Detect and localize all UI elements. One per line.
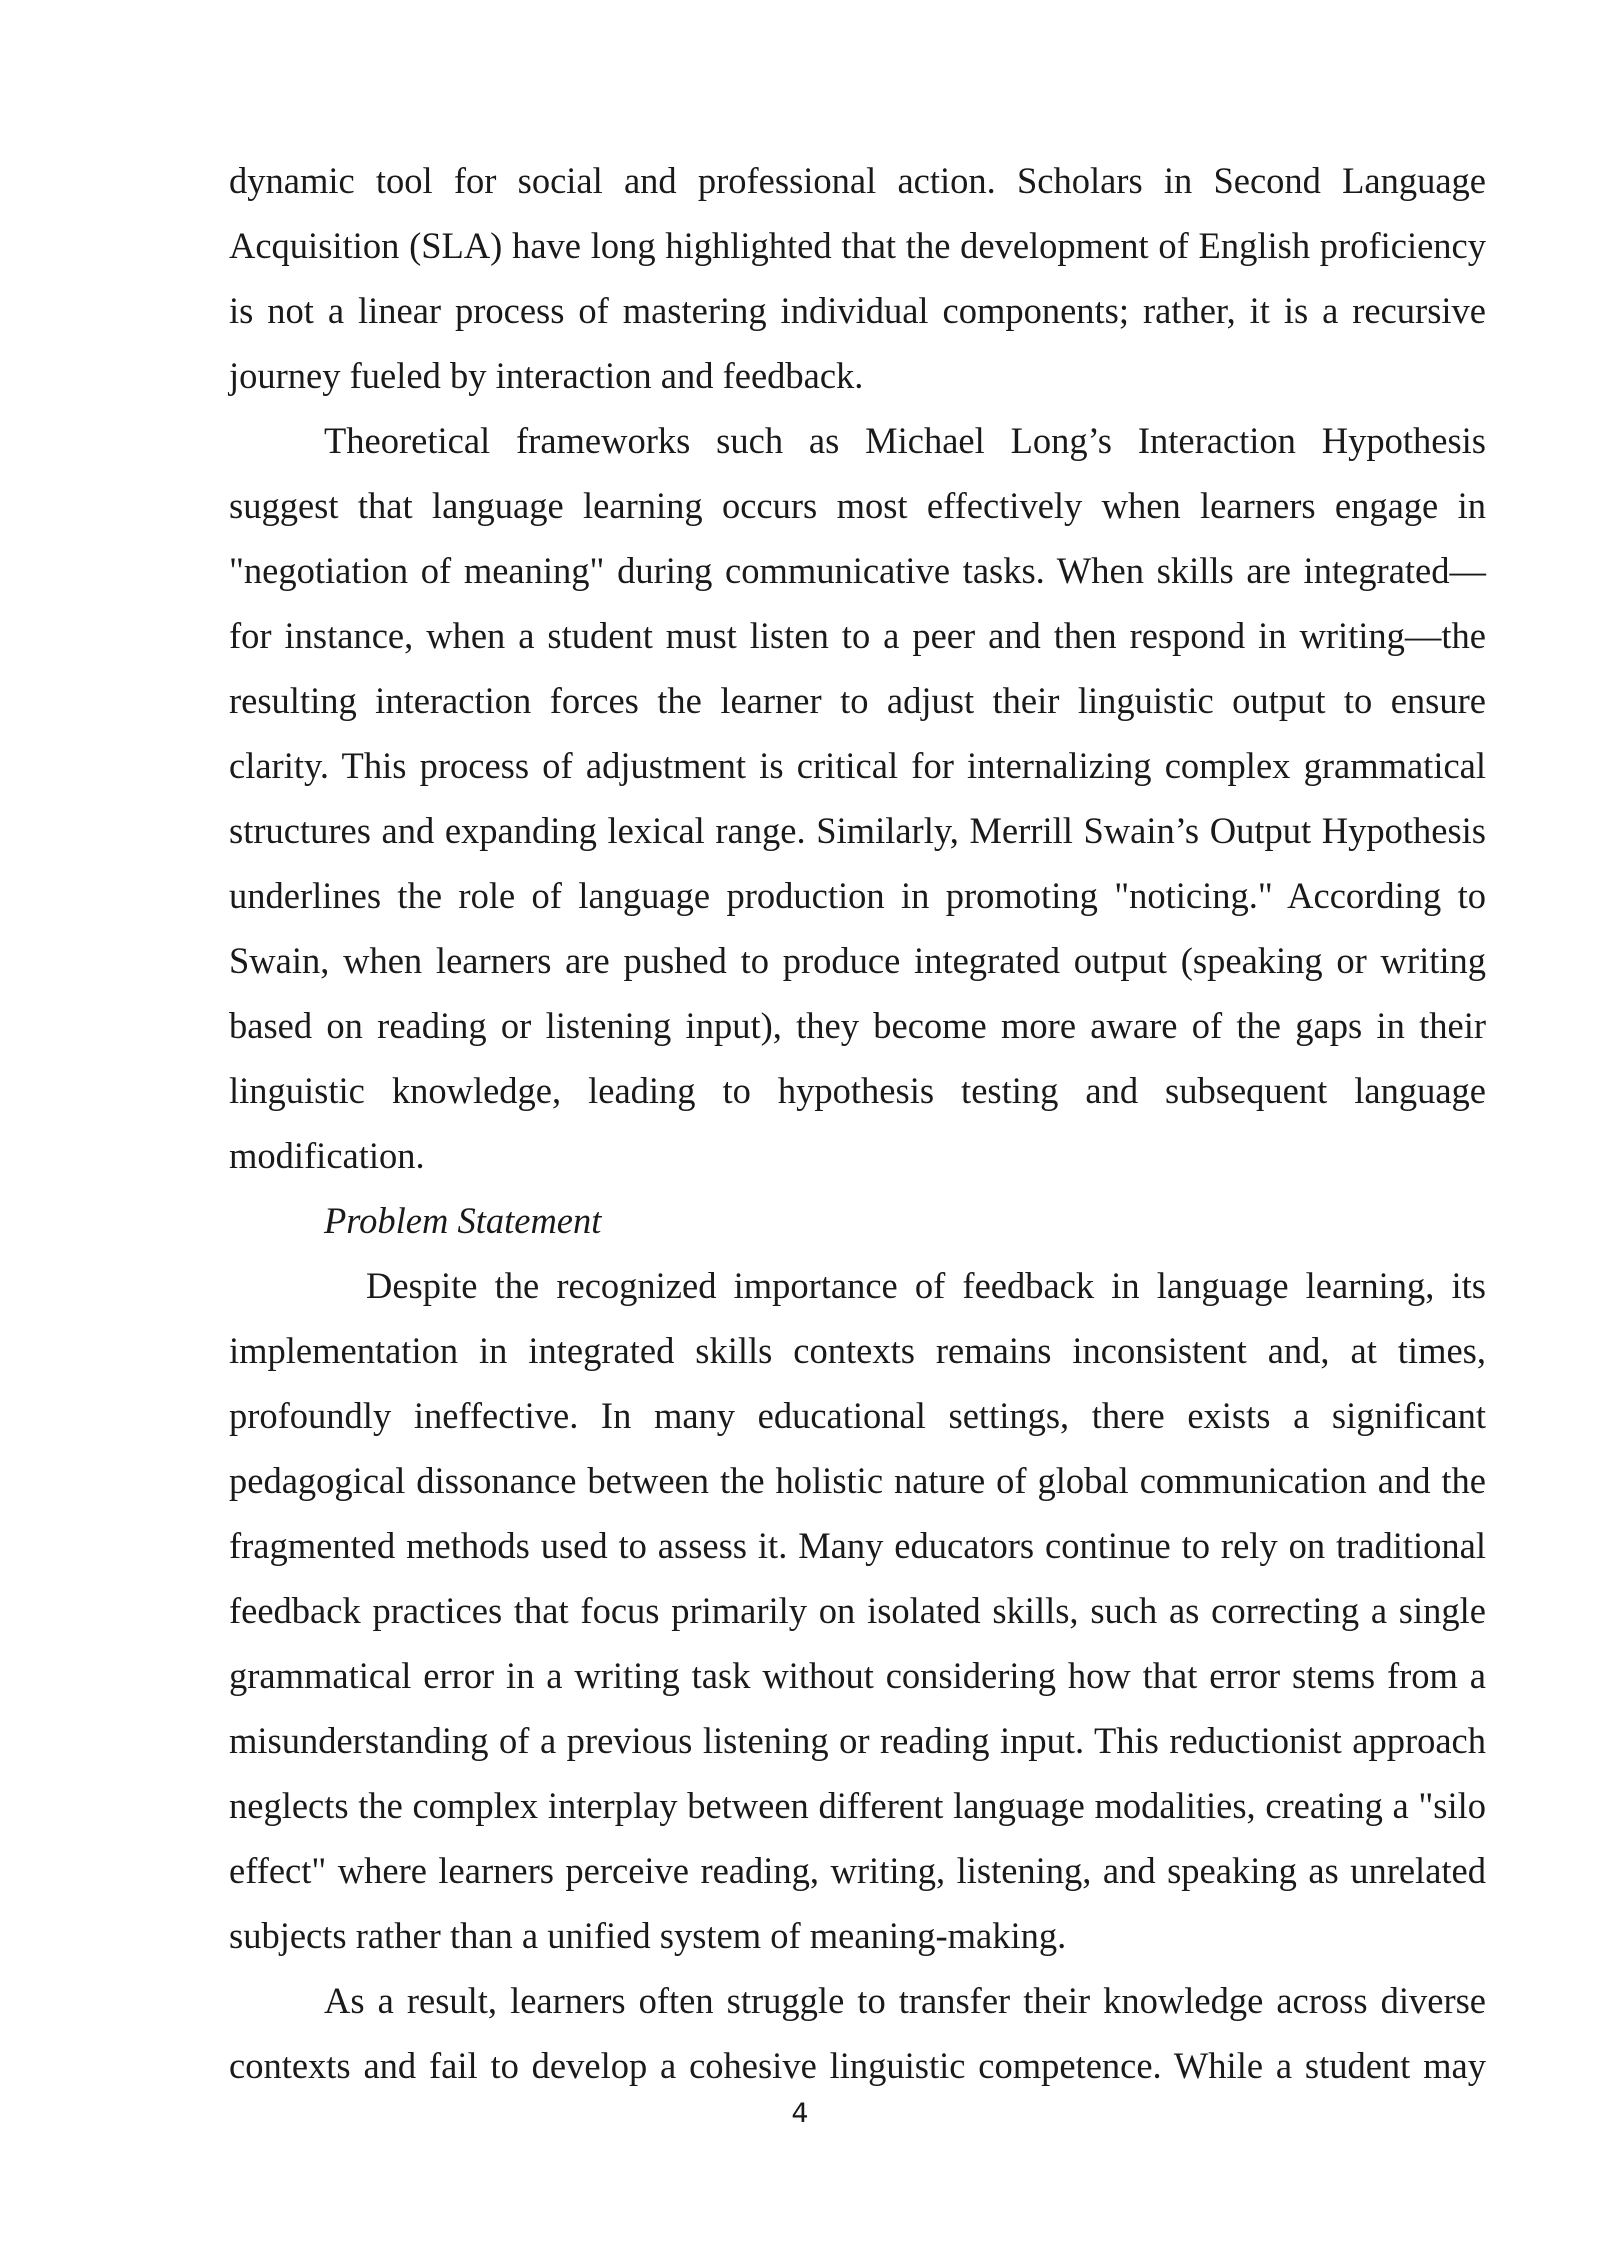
paragraph-theoretical-frameworks: Theoretical frameworks such as Michael Long’s Interaction Hypothesis suggest that language learning occurs most effectively when learners engage in "negotiation of meaning" during communicative tasks. When skills are integrated—for instance, when a student must listen to a peer and then respond in writing—the resulting interaction forces the learner to adjust their linguistic output to ensure clarity. This process of adjustment is critical for internalizing complex grammatical structures and expanding lexical range. Similarly, Merrill Swain’s Output Hypothesis underlines the role of language production in promoting "noticing." According to Swain, when learners are pushed to produce integrated output (speaking or writing based on reading or listening input), they become more aware of the gaps in their linguistic knowledge, leading to hypothesis testing and subsequent language modification. [229,420,1486,1176]
section-heading-problem-statement: Problem Statement [324,1200,602,1241]
page-number: 4 [791,2098,809,2129]
paragraph-problem-statement: Despite the recognized importance of feedback in language learning, its implementation in integrated skills contexts remains inconsistent and, at times, profoundly ineffective. In many educational settings, there exists a significant pedagogical dissonance between the holistic nature of global communication and the fragmented methods used to assess it. Many educators continue to rely on traditional feedback practices that focus primarily on isolated skills, such as correcting a single grammatical error in a writing task without considering how that error stems from a misunderstanding of a previous listening or reading input. This reductionist approach neglects the complex interplay between different language modalities, creating a "silo effect" where learners perceive reading, writing, listening, and speaking as unrelated subjects rather than a unified system of meaning-making. [229,1265,1486,1956]
paragraph-as-a-result: As a result, learners often struggle to transfer their knowledge across diverse contexts and fail to develop a cohesive linguistic competence. While a student may [229,1980,1486,2086]
document-body [229,148,1486,2098]
paragraph-continued: dynamic tool for social and professional action. Scholars in Second Language Acquisition (SLA) have long highlighted that the development of English proficiency is not a linear process of mastering individual components; rather, it is a recursive journey fueled by interaction and feedback. [229,160,1486,396]
